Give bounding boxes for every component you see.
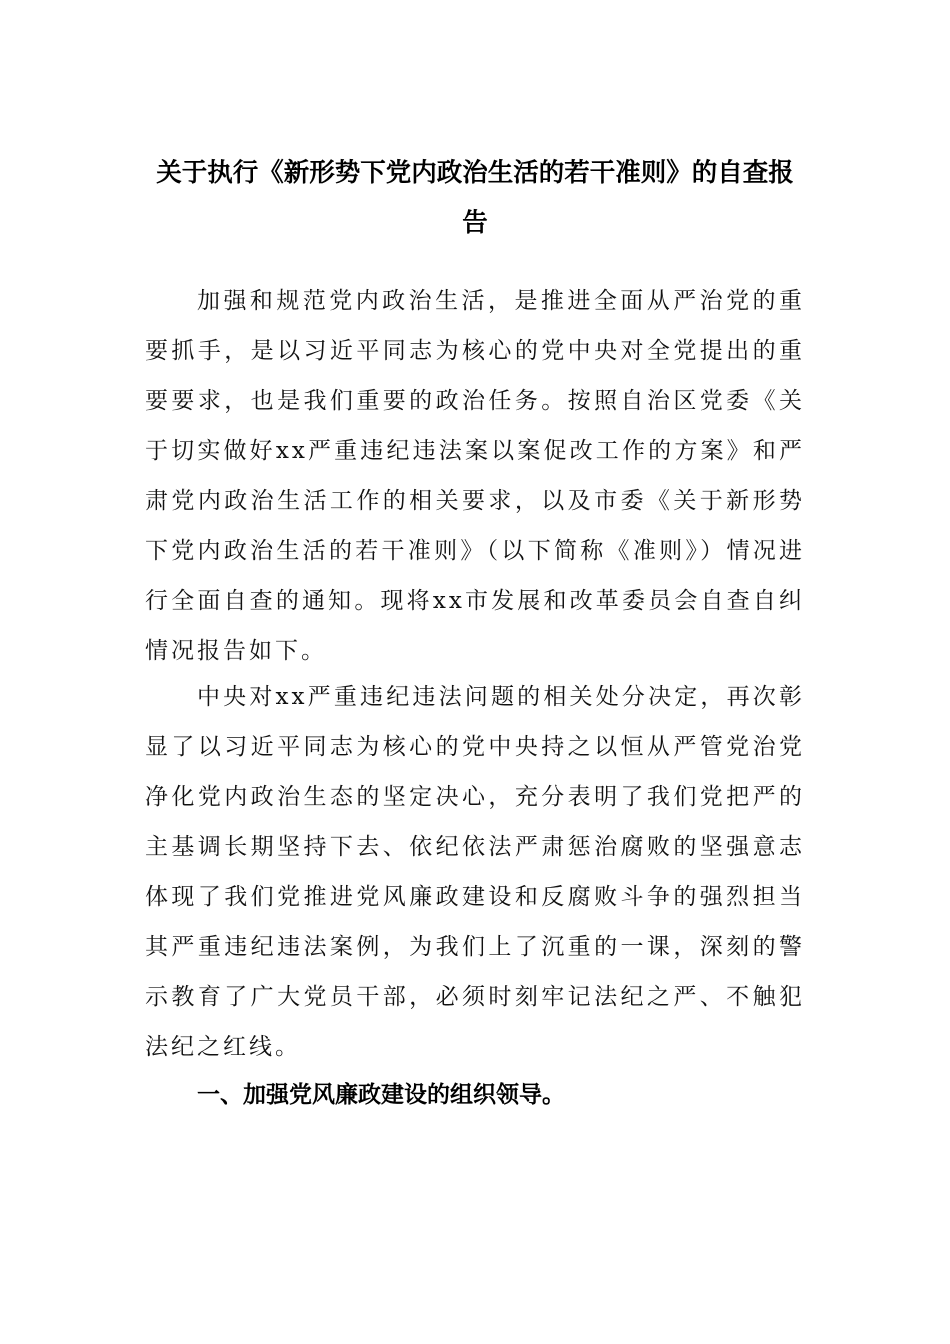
section-heading: 一、加强党风廉政建设的组织领导。 — [197, 1082, 565, 1108]
body-paragraph-1: 加强和规范党内政治生活，是推进全面从严治党的重要抓手，是以习近平同志为核心的党中央对全党提出的重要要求，也是我们重要的政治任务。按照自治区党委《关于切实做好xx严重违纪违法案以案促改工作的方案》和严肃党内政治生活工作的相关要求，以及市委《关于新形势下党内政治生活的若干准则》（以下简称《准则》）情况进行全面自查的通知。现将xx市发展和改革委员会自查自纠情况报告如下。 — [145, 288, 805, 664]
document-title: 关于执行《新形势下党内政治生活的若干准则》的自查报告 — [156, 158, 794, 238]
body-paragraph-2: 中央对xx严重违纪违法问题的相关处分决定，再次彰显了以习近平同志为核心的党中央持之以恒从严管党治党净化党内政治生态的坚定决心，充分表明了我们党把严的主基调长期坚持下去、依纪依法严肃惩治腐败的坚强意志体现了我们党推进党风廉政建设和反腐败斗争的强烈担当其严重违纪违法案例，为我们上了沉重的一课，深刻的警示教育了广大党员干部，必须时刻牢记法纪之严、不触犯法纪之红线。 — [145, 684, 805, 1060]
